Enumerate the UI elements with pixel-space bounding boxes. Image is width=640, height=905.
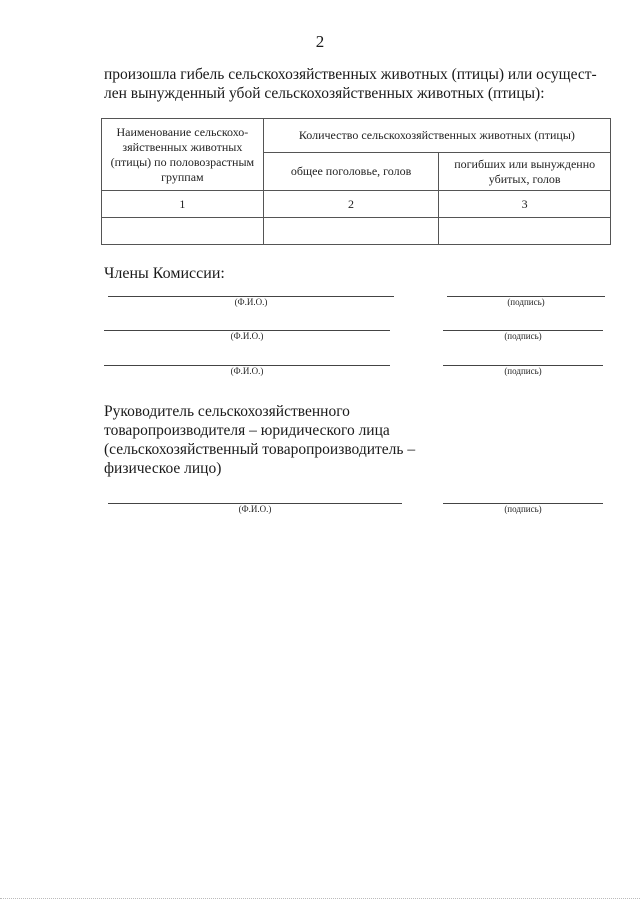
page-number: 2 <box>315 32 325 51</box>
intro-line-2: лен вынужденный убой сельскохозяйственных животных (птицы): <box>104 85 545 102</box>
member-1-fio-caption: (Ф.И.О.) <box>234 297 268 307</box>
header-dead-or-slaughtered: погибших или вынужденно убитых, голов <box>439 153 611 191</box>
header-animal-groups: Наименование сельскохо-зяйственных животных (птицы) по половозрастным группам <box>102 119 264 191</box>
member-2-fio-caption: (Ф.И.О.) <box>230 331 264 341</box>
member-2-signature-caption: (подпись) <box>504 331 542 341</box>
head-of-producer-block <box>104 402 415 478</box>
head-signature-caption: (подпись) <box>504 504 542 514</box>
intro-paragraph <box>104 65 612 103</box>
livestock-loss-table <box>101 118 611 245</box>
data-cell-dead <box>439 218 611 245</box>
intro-line-1: произошла гибель сельскохозяйственных животных (птицы) или осущест- <box>104 66 597 83</box>
col-number-2: 2 <box>263 191 439 218</box>
member-3-signature-caption: (подпись) <box>504 366 542 376</box>
commission-members-title: Члены Комиссии: <box>104 265 225 282</box>
table-header-row <box>102 119 611 153</box>
table-row <box>102 218 611 245</box>
member-3-fio-caption: (Ф.И.О.) <box>230 366 264 376</box>
header-total-livestock: общее поголовье, голов <box>263 153 439 191</box>
data-cell-animal-group <box>102 218 264 245</box>
header-animal-count-group: Количество сельскохозяйственных животных (птицы) <box>263 119 610 153</box>
col-number-1: 1 <box>102 191 264 218</box>
head-line-4: физическое лицо) <box>104 460 222 477</box>
head-line-1: Руководитель сельскохозяйственного <box>104 403 350 420</box>
data-cell-total <box>263 218 439 245</box>
table-number-row <box>102 191 611 218</box>
col-number-3: 3 <box>439 191 611 218</box>
head-line-3: (сельскохозяйственный товаропроизводитель – <box>104 441 416 458</box>
head-fio-caption: (Ф.И.О.) <box>238 504 272 514</box>
scan-edge-noise <box>0 898 640 899</box>
member-1-signature-caption: (подпись) <box>507 297 545 307</box>
head-line-2: товаропроизводителя – юридического лица <box>104 422 390 439</box>
